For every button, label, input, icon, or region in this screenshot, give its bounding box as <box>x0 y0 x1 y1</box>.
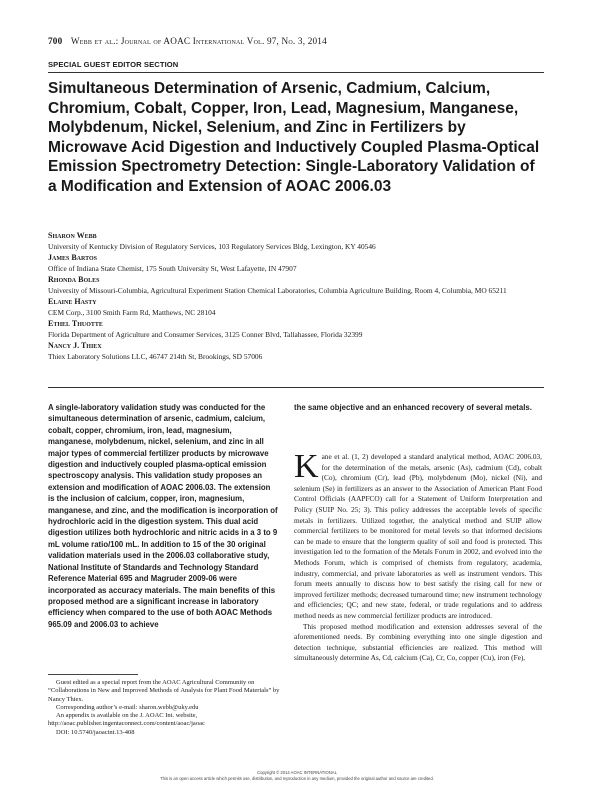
author-affiliation: Thiex Laboratory Solutions LLC, 46747 214th St, Brookings, SD 57006 <box>48 352 263 361</box>
footnote: An appendix is available on the J. AOAC Int. website, http://aoac.publisher.ingentaconnect.com/content/aoac/jaoac <box>48 712 205 728</box>
page-number: 700 <box>48 36 63 46</box>
footnotes <box>48 679 280 737</box>
author-affiliation: CEM Corp., 3100 Smith Farm Rd, Matthews, NC 28104 <box>48 308 216 317</box>
abstract-continuation: the same objective and an enhanced recovery of several metals. <box>294 403 532 412</box>
abstract-text: A single-laboratory validation study was conducted for the simultaneous determination of arsenic, cadmium, calcium, cobalt, copper, chromium, iron, lead, magnesium, manganese, molybdenum, nickel, selenium, and zinc in all major types of commercial fertilizer products by microwave digestion and inductively coupled plasma-optical emission spectroscopy analysis. This validation study proposes an extension and modification of AOAC 2006.03. The extension is the inclusion of calcium, copper, iron, magnesium, manganese, and zinc, and the modification is incorporation of hydrochloric acid in the digestion system. This dual acid digestion utilizes both hydrochloric and nitric acids in a 3 to 9 mL volume ratio/100 mL. In addition to 15 of the 30 original validation materials used in the 2006.03 collaborative study, National Institute of Standards and Technology Standard Reference Material 695 and Magruder 2009-06 were incorporated as accuracy materials. The main benefits of this proposed method are a significant increase in laboratory efficiency when compared to the use of both AOAC Methods 965.09 and 2006.03 to achieve <box>48 403 278 629</box>
copyright-notice <box>0 770 594 781</box>
author-affiliation: Florida Department of Agriculture and Consumer Services, 3125 Conner Blvd, Tallahassee, Florida 32399 <box>48 330 363 339</box>
section-label: SPECIAL GUEST EDITOR SECTION <box>48 60 179 69</box>
footnote: Corresponding author’s e-mail: sharon.webb@uky.edu <box>56 703 199 711</box>
running-head <box>48 36 548 46</box>
body-paragraph: This proposed method modification and extension addresses several of the aforementioned needs. By combining everything into one single digestion and detection technique, substantial efficiencies are realized. This method will simultaneously determine As, Cd, calcium (Ca), Cr, Co, copper (Cu), iron (Fe), <box>294 621 542 663</box>
author-name: Rhonda Boles <box>48 275 100 284</box>
abstract-divider <box>48 387 544 388</box>
header-divider <box>48 72 544 73</box>
author-affiliation: University of Kentucky Division of Regulatory Services, 103 Regulatory Services Bldg, Lexington, KY 40546 <box>48 242 376 251</box>
drop-cap: K <box>294 448 319 485</box>
author-name: Ethel Thuotte <box>48 319 103 328</box>
journal-citation: Webb et al.: Journal of AOAC International Vol. 97, No. 3, 2014 <box>70 36 327 46</box>
footnote-doi: DOI: 10.5740/jaoacint.13-408 <box>56 728 135 736</box>
copyright-line: Copyright © 2014 AOAC INTERNATIONAL <box>257 770 337 775</box>
author-name: Sharon Webb <box>48 231 97 240</box>
author-name: Elaine Hasty <box>48 297 97 306</box>
author-list <box>48 230 544 362</box>
author-name: Nancy J. Thiex <box>48 341 102 350</box>
author-affiliation: Office of Indiana State Chemist, 175 South University St, West Lafayette, IN 47907 <box>48 264 297 273</box>
author-affiliation: University of Missouri-Columbia, Agricultural Experiment Station Chemical Laboratories, Columbia Agriculture Building, Room 4, Columbia, MO 65211 <box>48 286 507 295</box>
author-name: James Bartos <box>48 253 98 262</box>
footnote-divider <box>48 674 138 675</box>
body-paragraph: ane et al. (1, 2) developed a standard analytical method, AOAC 2006.03, for the determination of the metals, arsenic (As), cadmium (Cd), cobalt (Co), chromium (Cr), lead (Pb), molybdenum (Mo), nickel (Ni), and selenium (Se) in fertilizers as an answer to the Association of American Plant Food Control Officials (AAPFCO) call for a Statement of Uniform Interpretation and Policy (SUIP No. 25; 3). This policy addresses the acceptable levels of specific metals in fertilizers. Utilized together, the analytical method and SUIP allow commercial fertilizers to be monitored for metal levels so that informed decisions can be made to ensure that the longterm quality of soil and food is protected. This investigation led to the formation of the Metals Forum in 2002, and evolved into the Methods Forum, which is comprised of chemists from regulatory, academia, industry, commercial, and private laboratories as well as instrument vendors. This forum meets annually to discuss how to best satisfy the rising call for new or improved fertilizer methods; decreased turnaround time; new instrument technology and efficiencies; QC; and new state, federal, or trade regulations and to address method needs as new commercial fertilizer products are introduced. <box>294 452 542 620</box>
license-line: This is an open access article which permits use, distribution, and reproduction in any medium, provided the original author and source are credited. <box>160 775 434 781</box>
footnote: Guest edited as a special report from the AOAC Agricultural Community on “Collaborations in New and Improved Methods of Analysis for Plant Food Materials” by Nancy Thiex. <box>48 679 280 703</box>
article-title: Simultaneous Determination of Arsenic, Cadmium, Calcium, Chromium, Cobalt, Copper, Iron, Lead, Magnesium, Manganese, Molybdenum, Nickel, Selenium, and Zinc in Fertilizers by Microwave Acid Digestion and Inductively Coupled Plasma-Optical Emission Spectrometry Detection: Single-Laboratory Validation of a Modification and Extension of AOAC 2006.03 <box>48 80 540 195</box>
body-text <box>294 448 542 664</box>
